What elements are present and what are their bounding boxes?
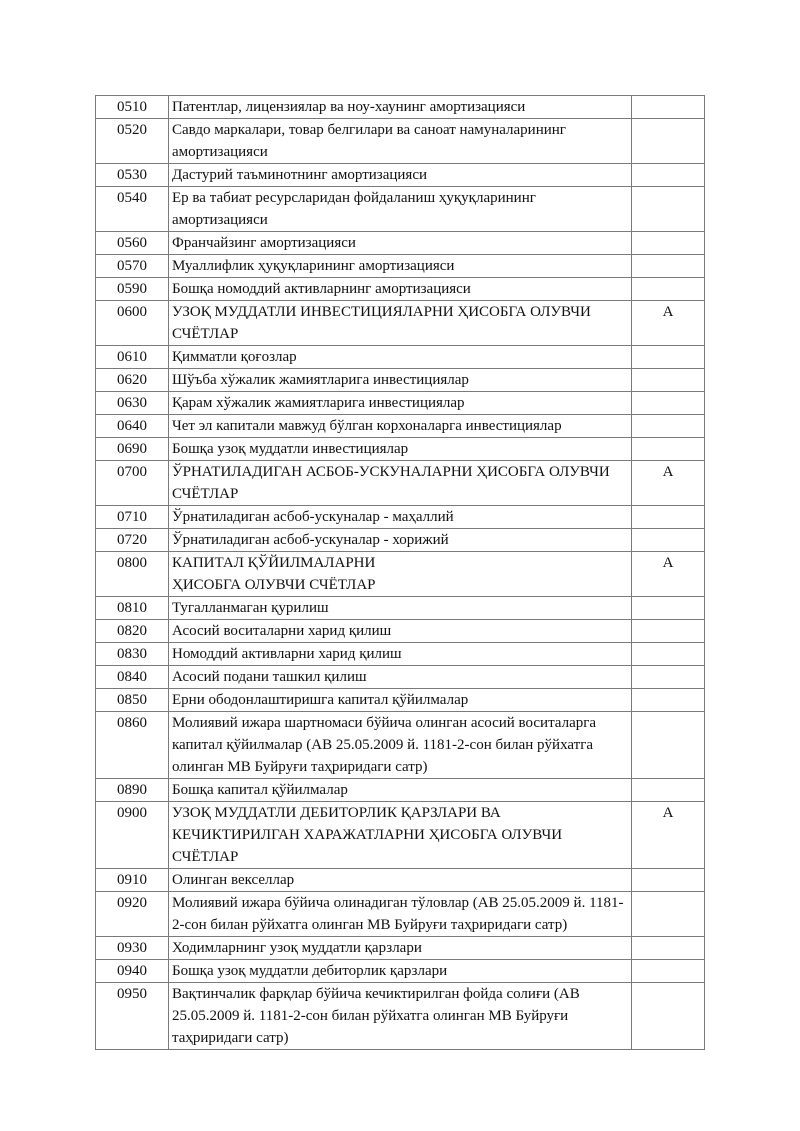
account-code: 0620 — [96, 369, 169, 392]
account-code: 0920 — [96, 892, 169, 937]
table-row — [96, 187, 705, 232]
account-name: Шўъба хўжалик жамиятларига инвестициялар — [169, 369, 632, 392]
table-row — [96, 96, 705, 119]
account-type — [632, 392, 705, 415]
account-type — [632, 689, 705, 712]
account-name: УЗОҚ МУДДАТЛИ ДЕБИТОРЛИК ҚАРЗЛАРИ ВА КЕЧИКТИРИЛГАН ХАРАЖАТЛАРНИ ҲИСОБГА ОЛУВЧИ СЧЁТЛАР — [169, 802, 632, 869]
account-type — [632, 643, 705, 666]
table-row — [96, 255, 705, 278]
account-code: 0930 — [96, 937, 169, 960]
table-row — [96, 438, 705, 461]
account-code: 0540 — [96, 187, 169, 232]
account-code: 0850 — [96, 689, 169, 712]
table-row — [96, 301, 705, 346]
chart-of-accounts-table — [95, 95, 705, 1050]
account-name: Ер ва табиат ресурсларидан фойдаланиш ҳуқуқларининг амортизацияси — [169, 187, 632, 232]
table-row — [96, 369, 705, 392]
account-type — [632, 892, 705, 937]
account-code: 0690 — [96, 438, 169, 461]
account-code: 0820 — [96, 620, 169, 643]
table-row — [96, 415, 705, 438]
account-type — [632, 506, 705, 529]
account-name: Бошқа капитал қўйилмалар — [169, 779, 632, 802]
table-row — [96, 620, 705, 643]
account-name: Ходимларнинг узоқ муддатли қарзлари — [169, 937, 632, 960]
account-type — [632, 529, 705, 552]
table-row — [96, 892, 705, 937]
account-type: А — [632, 552, 705, 597]
account-code: 0610 — [96, 346, 169, 369]
account-type — [632, 415, 705, 438]
account-code: 0590 — [96, 278, 169, 301]
account-type: А — [632, 802, 705, 869]
account-name: Асосий воситаларни харид қилиш — [169, 620, 632, 643]
account-code: 0570 — [96, 255, 169, 278]
account-name: Молиявий ижара шартномаси бўйича олинган асосий воситаларга капитал қўйилмалар (АВ 25.05.2009 й. 1181-2-сон билан рўйхатга олинган МВ Буйруғи таҳриридаги сатр) — [169, 712, 632, 779]
account-code: 0830 — [96, 643, 169, 666]
account-code: 0700 — [96, 461, 169, 506]
account-type — [632, 666, 705, 689]
account-name: КАПИТАЛ ҚЎЙИЛМАЛАРНИ ҲИСОБГА ОЛУВЧИ СЧЁТЛАР — [169, 552, 632, 597]
account-type — [632, 164, 705, 187]
account-name: Савдо маркалари, товар белгилари ва саноат намуналарининг амортизацияси — [169, 119, 632, 164]
account-name: Молиявий ижара бўйича олинадиган тўловлар (АВ 25.05.2009 й. 1181-2-сон билан рўйхатга олинган МВ Буйруғи таҳриридаги сатр) — [169, 892, 632, 937]
account-type — [632, 369, 705, 392]
account-code: 0630 — [96, 392, 169, 415]
table-row — [96, 960, 705, 983]
table-row — [96, 164, 705, 187]
account-name: УЗОҚ МУДДАТЛИ ИНВЕСТИЦИЯЛАРНИ ҲИСОБГА ОЛУВЧИ СЧЁТЛАР — [169, 301, 632, 346]
table-row — [96, 232, 705, 255]
table-row — [96, 392, 705, 415]
account-type — [632, 346, 705, 369]
table-row — [96, 643, 705, 666]
account-type — [632, 937, 705, 960]
account-name: ЎРНАТИЛАДИГАН АСБОБ-УСКУНАЛАРНИ ҲИСОБГА ОЛУВЧИ СЧЁТЛАР — [169, 461, 632, 506]
table-row — [96, 983, 705, 1050]
table-row — [96, 346, 705, 369]
account-name: Бошқа узоқ муддатли дебиторлик қарзлари — [169, 960, 632, 983]
table-row — [96, 552, 705, 597]
account-name: Ўрнатиладиган асбоб-ускуналар - маҳаллий — [169, 506, 632, 529]
account-name: Бошқа узоқ муддатли инвестициялар — [169, 438, 632, 461]
table-row — [96, 712, 705, 779]
account-code: 0520 — [96, 119, 169, 164]
account-type — [632, 712, 705, 779]
account-code: 0600 — [96, 301, 169, 346]
table-row — [96, 461, 705, 506]
account-type — [632, 620, 705, 643]
account-code: 0940 — [96, 960, 169, 983]
account-code: 0840 — [96, 666, 169, 689]
table-row — [96, 779, 705, 802]
account-name: Чет эл капитали мавжуд бўлган корхоналарга инвестициялар — [169, 415, 632, 438]
account-type — [632, 438, 705, 461]
account-name: Дастурий таъминотнинг амортизацияси — [169, 164, 632, 187]
account-name: Бошқа номоддий активларнинг амортизацияси — [169, 278, 632, 301]
account-type — [632, 119, 705, 164]
account-code: 0510 — [96, 96, 169, 119]
account-type — [632, 187, 705, 232]
table-row — [96, 506, 705, 529]
account-code: 0910 — [96, 869, 169, 892]
table-row — [96, 666, 705, 689]
account-code: 0640 — [96, 415, 169, 438]
table-body — [96, 96, 705, 1050]
account-type — [632, 255, 705, 278]
account-name: Франчайзинг амортизацияси — [169, 232, 632, 255]
account-code: 0900 — [96, 802, 169, 869]
account-name: Асосий подани ташкил қилиш — [169, 666, 632, 689]
account-type — [632, 597, 705, 620]
table-row — [96, 689, 705, 712]
table-row — [96, 119, 705, 164]
account-code: 0710 — [96, 506, 169, 529]
account-type: А — [632, 301, 705, 346]
account-name: Олинган векселлар — [169, 869, 632, 892]
table-row — [96, 597, 705, 620]
account-type: А — [632, 461, 705, 506]
account-code: 0950 — [96, 983, 169, 1050]
account-type — [632, 869, 705, 892]
account-name: Ерни ободонлаштиришга капитал қўйилмалар — [169, 689, 632, 712]
account-name: Қарам хўжалик жамиятларига инвестициялар — [169, 392, 632, 415]
account-name: Муаллифлик ҳуқуқларининг амортизацияси — [169, 255, 632, 278]
account-type — [632, 983, 705, 1050]
table-row — [96, 869, 705, 892]
table-row — [96, 278, 705, 301]
account-name: Номоддий активларни харид қилиш — [169, 643, 632, 666]
account-code: 0810 — [96, 597, 169, 620]
account-type — [632, 232, 705, 255]
table-row — [96, 802, 705, 869]
account-type — [632, 96, 705, 119]
account-name: Вақтинчалик фарқлар бўйича кечиктирилган фойда солиғи (АВ 25.05.2009 й. 1181-2-сон билан рўйхатга олинган МВ Буйруғи таҳриридаги сатр) — [169, 983, 632, 1050]
account-name: Тугалланмаган қурилиш — [169, 597, 632, 620]
table-row — [96, 937, 705, 960]
account-type — [632, 779, 705, 802]
account-code: 0560 — [96, 232, 169, 255]
account-type — [632, 278, 705, 301]
account-code: 0720 — [96, 529, 169, 552]
account-name: Патентлар, лицензиялар ва ноу-хаунинг амортизацияси — [169, 96, 632, 119]
account-name: Ўрнатиладиган асбоб-ускуналар - хорижий — [169, 529, 632, 552]
account-code: 0890 — [96, 779, 169, 802]
account-name: Қимматли қоғозлар — [169, 346, 632, 369]
account-type — [632, 960, 705, 983]
table-row — [96, 529, 705, 552]
account-code: 0530 — [96, 164, 169, 187]
account-code: 0860 — [96, 712, 169, 779]
account-code: 0800 — [96, 552, 169, 597]
